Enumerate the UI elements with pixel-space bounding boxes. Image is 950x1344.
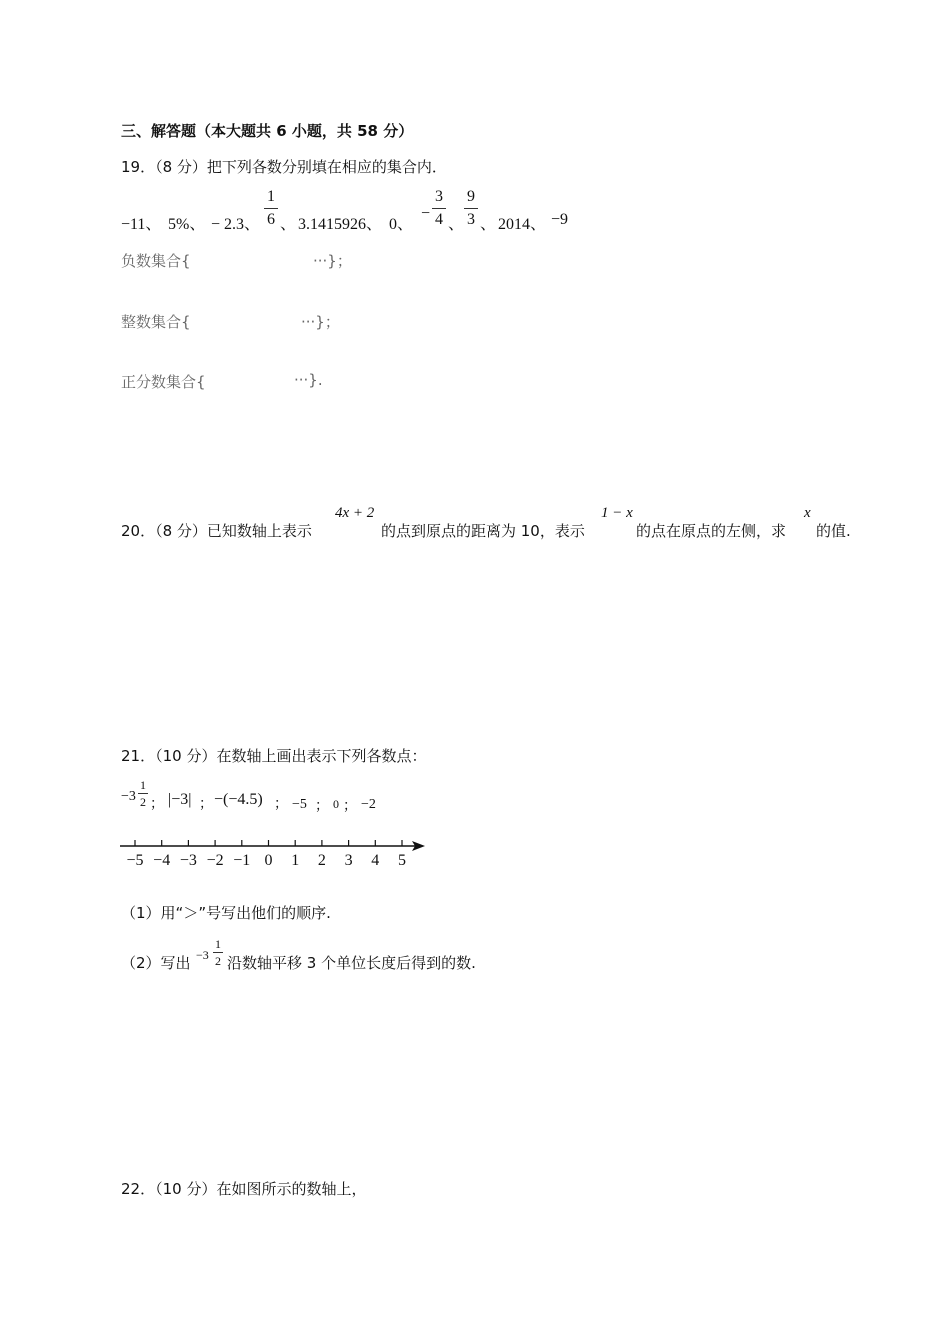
fraction-nine-thirds: 9 3 — [464, 188, 478, 229]
number-item: 5%、 — [168, 216, 206, 233]
negative-set-end: ···}； — [313, 252, 352, 270]
separator: ； — [150, 796, 164, 812]
number-item: 、 — [280, 216, 297, 233]
question-20-text-2: 的点到原点的距离为 10，表示 — [381, 522, 585, 540]
number-line — [115, 836, 435, 872]
question-20-text-1: 20．（8 分）已知数轴上表示 — [121, 522, 312, 540]
number-line-tick-label: 0 — [264, 852, 273, 869]
number-line-tick-label: 1 — [291, 852, 300, 869]
value-zero: 0 — [333, 797, 339, 811]
number-line-tick-label: −5 — [126, 852, 144, 869]
number-item: − — [421, 205, 431, 222]
part-2-mixed-fraction: 1 2 — [215, 937, 221, 968]
value-mixed-int: −3 — [121, 789, 136, 804]
value-mixed-fraction: 1 2 — [140, 778, 146, 809]
question-22-stem: 22．（10 分）在如图所示的数轴上， — [121, 1180, 367, 1198]
question-19-stem: 19．（8 分）把下列各数分别填在相应的集合内． — [121, 158, 447, 176]
separator: ； — [199, 796, 213, 812]
expression-4x-plus-2: 4x + 2 — [335, 505, 375, 521]
number-item: − 2.3、 — [211, 216, 261, 233]
number-item: 3.1415926、 — [298, 216, 383, 233]
question-21-part-1: （1）用“＞”号写出他们的顺序. — [121, 904, 331, 922]
number-item: 、 — [480, 216, 497, 233]
number-item: −11、 — [121, 216, 162, 233]
question-20-text-3: 的点在原点的左侧，求 — [636, 522, 787, 540]
separator: ； — [343, 798, 357, 814]
number-line-ticks — [135, 840, 402, 846]
number-line-tick-label: 2 — [317, 852, 326, 869]
number-line-tick-label: 4 — [371, 852, 380, 869]
part-2-suffix: 沿数轴平移 3 个单位长度后得到的数. — [227, 954, 476, 972]
fraction-three-fourths: 3 4 — [432, 188, 446, 229]
section-heading: 三、解答题（本大题共 6 小题，共 58 分） — [121, 122, 414, 140]
question-20-text-4: 的值. — [816, 522, 851, 540]
separator: ； — [315, 798, 329, 814]
number-item: 、 — [448, 216, 465, 233]
question-21-stem: 21．（10 分）在数轴上画出表示下列各数点： — [121, 747, 427, 765]
number-line-tick-label: 3 — [344, 852, 353, 869]
number-item: −9 — [551, 211, 569, 228]
number-line-tick-label: −3 — [179, 852, 197, 869]
value-neg-5: −5 — [292, 797, 307, 812]
part-2-prefix: （2）写出 — [121, 954, 191, 972]
positive-fraction-set-label: 正分数集合{ — [121, 373, 206, 391]
separator: ； — [274, 796, 288, 812]
positive-fraction-set-end: ···}. — [294, 371, 323, 389]
number-item: 2014、 — [498, 216, 547, 233]
number-line-tick-label: −2 — [206, 852, 224, 869]
number-item: 0、 — [389, 216, 414, 233]
integer-set-label: 整数集合{ — [121, 313, 191, 331]
value-neg-2: −2 — [361, 797, 376, 812]
negative-set-label: 负数集合{ — [121, 252, 191, 270]
part-2-mixed-int: −3 — [196, 948, 209, 962]
fraction-one-sixth: 1 6 — [264, 188, 278, 229]
integer-set-end: ···}； — [301, 313, 340, 331]
number-line-tick-labels — [126, 852, 406, 869]
expression-x: x — [804, 505, 811, 521]
value-neg-neg-4-5: −(−4.5) — [214, 791, 263, 808]
value-abs-neg-3: |−3| — [168, 791, 192, 808]
number-line-tick-label: 5 — [398, 852, 406, 869]
expression-1-minus-x: 1 − x — [601, 505, 633, 521]
number-line-tick-label: −1 — [233, 852, 251, 869]
number-line-tick-label: −4 — [153, 852, 171, 869]
